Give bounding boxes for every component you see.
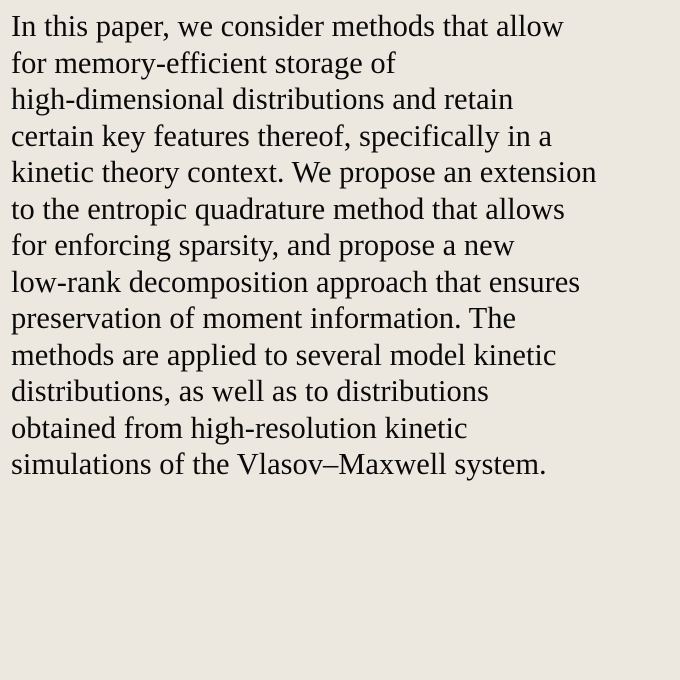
text-line-13: simulations of the Vlasov–Maxwell system. <box>11 447 547 481</box>
text-line-10: methods are applied to several model kinetic <box>11 337 557 372</box>
text-line-9: preservation of moment information. The <box>11 301 517 335</box>
text-line-1: In this paper, we consider methods that allow <box>11 9 564 43</box>
abstract-paragraph <box>11 8 677 483</box>
text-line-12: obtained from high-resolution kinetic <box>11 410 468 445</box>
text-line-3: high-dimensional distributions and retain <box>11 82 514 116</box>
text-line-2: for memory-efficient storage of <box>11 45 396 80</box>
text-line-6: to the entropic quadrature method that allows <box>11 191 565 226</box>
text-line-8: low-rank decomposition approach that ensures <box>11 264 581 299</box>
text-line-7: for enforcing sparsity, and propose a new <box>11 228 515 262</box>
text-line-4: certain key features thereof, specifically in a <box>11 118 553 153</box>
text-line-5: kinetic theory context. We propose an extension <box>11 155 597 189</box>
text-line-11: distributions, as well as to distributions <box>11 374 489 408</box>
